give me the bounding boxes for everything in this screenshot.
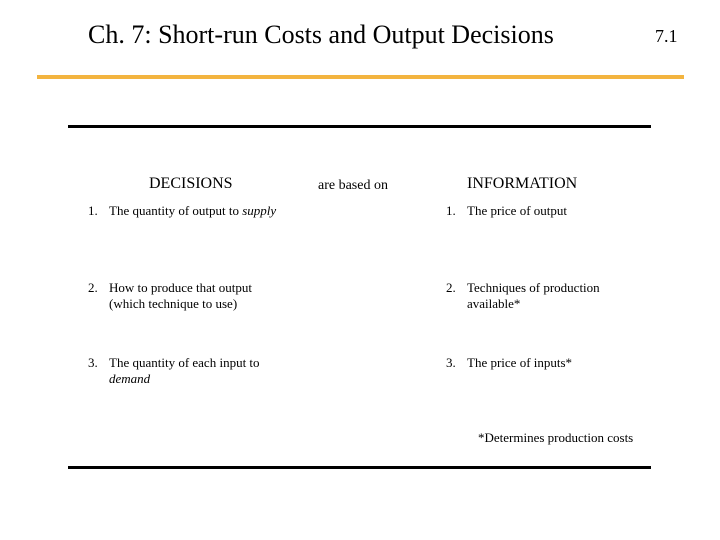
- slide-number: 7.1: [655, 26, 678, 46]
- decision-item-2-continuation: (which technique to use): [109, 296, 238, 311]
- information-item-3-number: 3.: [446, 355, 456, 370]
- title-underline-bar: [37, 75, 684, 79]
- table-top-rule: [68, 125, 651, 128]
- information-item-2-continuation: available*: [467, 296, 521, 311]
- decision-item-1-emphasis: supply: [242, 203, 277, 218]
- information-item-1-number: 1.: [446, 203, 456, 218]
- footnote: *Determines production costs: [478, 430, 634, 445]
- information-item-3-text: The price of inputs*: [467, 355, 573, 370]
- information-item-1-text: The price of output: [467, 203, 567, 218]
- decision-item-1-text: The quantity of output to supply: [109, 203, 277, 218]
- information-item-2-text: Techniques of production: [467, 280, 600, 295]
- decision-item-3-number: 3.: [88, 355, 98, 370]
- table-bottom-rule: [68, 466, 651, 469]
- decision-item-3-emphasis: demand: [109, 371, 151, 386]
- decision-item-2-number: 2.: [88, 280, 98, 295]
- are-based-on-label: are based on: [318, 178, 388, 193]
- decision-item-3-text: The quantity of each input to: [109, 355, 260, 370]
- decision-item-1-number: 1.: [88, 203, 98, 218]
- information-item-2-number: 2.: [446, 280, 456, 295]
- decision-item-2-text: How to produce that output: [109, 280, 252, 295]
- slide-title: Ch. 7: Short-run Costs and Output Decisions: [88, 20, 554, 49]
- decisions-header: DECISIONS: [149, 175, 233, 192]
- information-header: INFORMATION: [467, 175, 578, 192]
